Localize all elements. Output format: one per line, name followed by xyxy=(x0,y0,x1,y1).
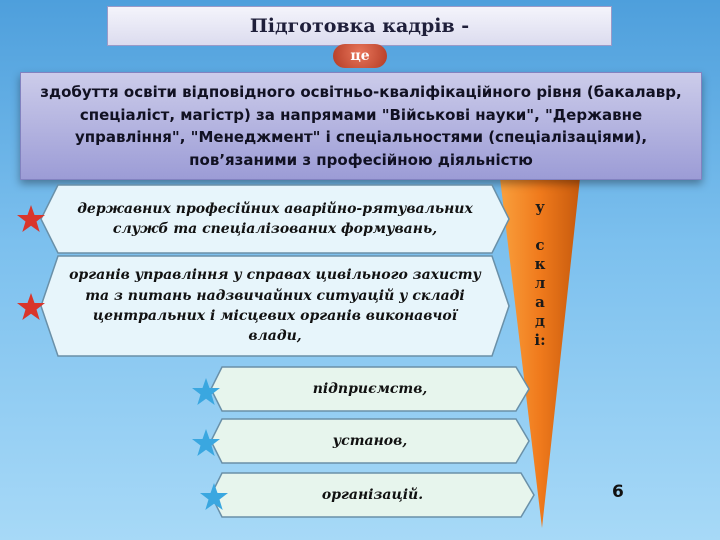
vertical-label xyxy=(520,198,560,350)
vertical-letter: л xyxy=(534,274,546,292)
definition-box xyxy=(20,72,702,180)
list-item-text: установ, xyxy=(332,433,408,449)
list-item-enterprises xyxy=(210,366,530,412)
page-title: Підготовка кадрів - xyxy=(249,15,470,37)
blue-star-icon xyxy=(199,482,229,512)
list-item-text: організацій. xyxy=(321,487,424,503)
vertical-letter: у xyxy=(535,198,545,216)
list-item-emergency-services xyxy=(40,184,510,254)
list-item-institutions xyxy=(210,418,530,464)
list-item-text: державних професійних аварійно-рятувальних служб та спеціалізованих формувань, xyxy=(77,200,473,237)
blue-star-icon xyxy=(191,377,221,407)
vertical-letter: с xyxy=(535,236,545,254)
title-box xyxy=(107,6,612,46)
red-star-icon xyxy=(16,292,46,322)
vertical-letter: к xyxy=(534,255,546,273)
ce-badge: це xyxy=(333,44,387,68)
vertical-letter: а xyxy=(535,293,545,311)
definition-text: здобуття освіти відповідного освітньо-кваліфікаційного рівня (бакалавр, спеціаліст, магістр) за напрямами "Військові науки", "Державне управління", "Менеджмент" і спеціальностями (спеціалізаціями), пов’язаними з професійною діяльністю xyxy=(40,83,682,169)
vertical-gap xyxy=(520,217,560,236)
list-item-organizations xyxy=(210,472,535,518)
list-item-civil-protection-bodies xyxy=(40,255,510,357)
vertical-letter: д xyxy=(535,312,545,330)
list-item-text: підприємств, xyxy=(312,381,428,397)
blue-star-icon xyxy=(191,428,221,458)
list-item-text: органів управління у справах цивільного захисту та з питань надзвичайних ситуацій у складі центральних і місцевих органів виконавчої влади, xyxy=(69,267,481,345)
red-star-icon xyxy=(16,204,46,234)
vertical-letter: і: xyxy=(534,331,546,349)
page-number: 6 xyxy=(612,482,624,502)
